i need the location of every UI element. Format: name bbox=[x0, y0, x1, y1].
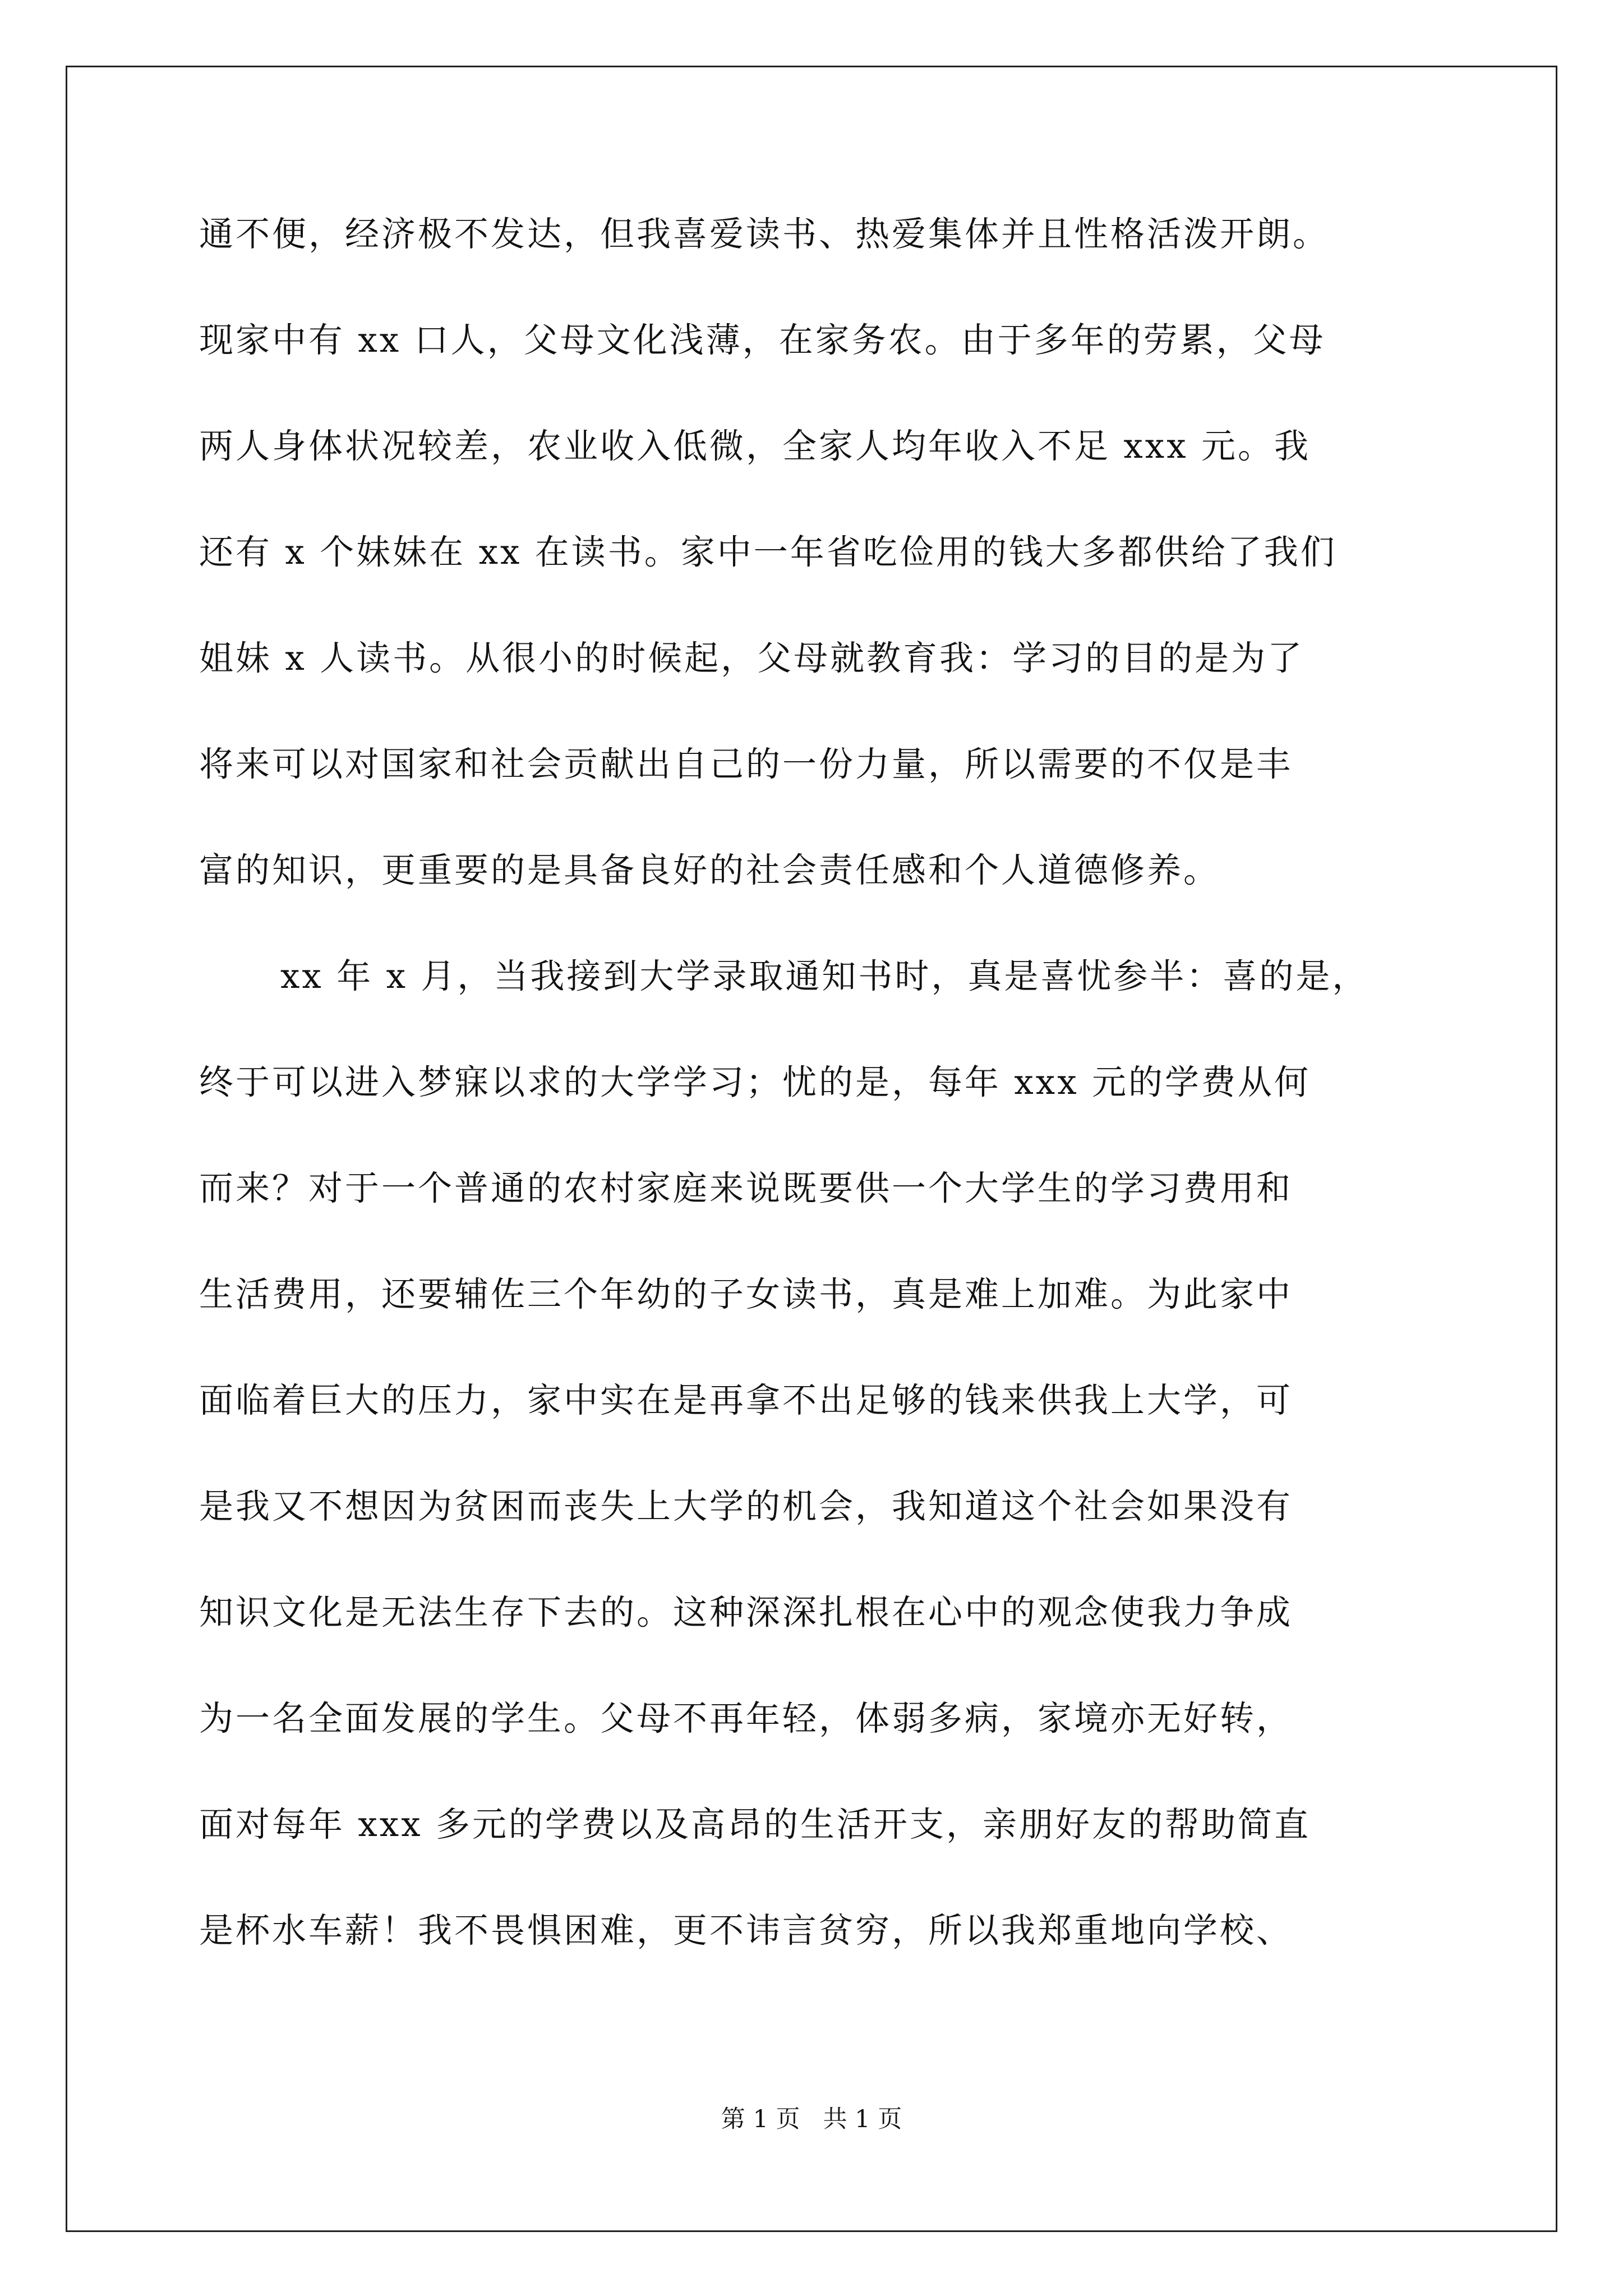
text-line: 将来可以对国家和社会贡献出自己的一份力量，所以需要的不仅是丰 bbox=[199, 744, 1293, 784]
text-line: 终于可以进入梦寐以求的大学学习；忧的是，每年 xxx 元的学费从何 bbox=[199, 1062, 1311, 1102]
text-line: 还有 x 个妹妹在 xx 在读书。家中一年省吃俭用的钱大多都供给了我们 bbox=[199, 532, 1337, 572]
text-line: 知识文化是无法生存下去的。这种深深扎根在心中的观念使我力争成 bbox=[199, 1593, 1293, 1632]
text-line: 为一名全面发展的学生。父母不再年轻，体弱多病，家境亦无好转， bbox=[199, 1699, 1293, 1738]
page-border bbox=[66, 66, 1557, 2232]
text-line: 现家中有 xx 口人，父母文化浅薄，在家务农。由于多年的劳累，父母 bbox=[199, 320, 1326, 360]
page-footer: 第 1 页 共 1 页 bbox=[721, 2105, 902, 2133]
text-line: 姐妹 x 人读书。从很小的时候起，父母就教育我：学习的目的是为了 bbox=[199, 638, 1304, 678]
text-line: 而来？对于一个普通的农村家庭来说既要供一个大学生的学习费用和 bbox=[199, 1168, 1293, 1208]
text-line: 是我又不想因为贫困而丧失上大学的机会，我知道这个社会如果没有 bbox=[199, 1487, 1293, 1526]
text-line: 面临着巨大的压力，家中实在是再拿不出足够的钱来供我上大学，可 bbox=[199, 1381, 1293, 1420]
text-line: 面对每年 xxx 多元的学费以及高昂的生活开支，亲朋好友的帮助简直 bbox=[199, 1805, 1311, 1844]
text-line: 生活费用，还要辅佐三个年幼的子女读书，真是难上加难。为此家中 bbox=[199, 1274, 1293, 1314]
text-line: 富的知识，更重要的是具备良好的社会责任感和个人道德修养。 bbox=[199, 850, 1220, 890]
text-line: 两人身体状况较差，农业收入低微，全家人均年收入不足 xxx 元。我 bbox=[199, 426, 1311, 466]
text-line: 通不便，经济极不发达，但我喜爱读书、热爱集体并且性格活泼开朗。 bbox=[199, 214, 1330, 254]
text-line: 是杯水车薪！我不畏惧困难，更不讳言贫穷，所以我郑重地向学校、 bbox=[199, 1911, 1293, 1950]
paragraph-start-line: xx 年 x 月，当我接到大学录取通知书时，真是喜忧参半：喜的是， bbox=[280, 956, 1369, 996]
